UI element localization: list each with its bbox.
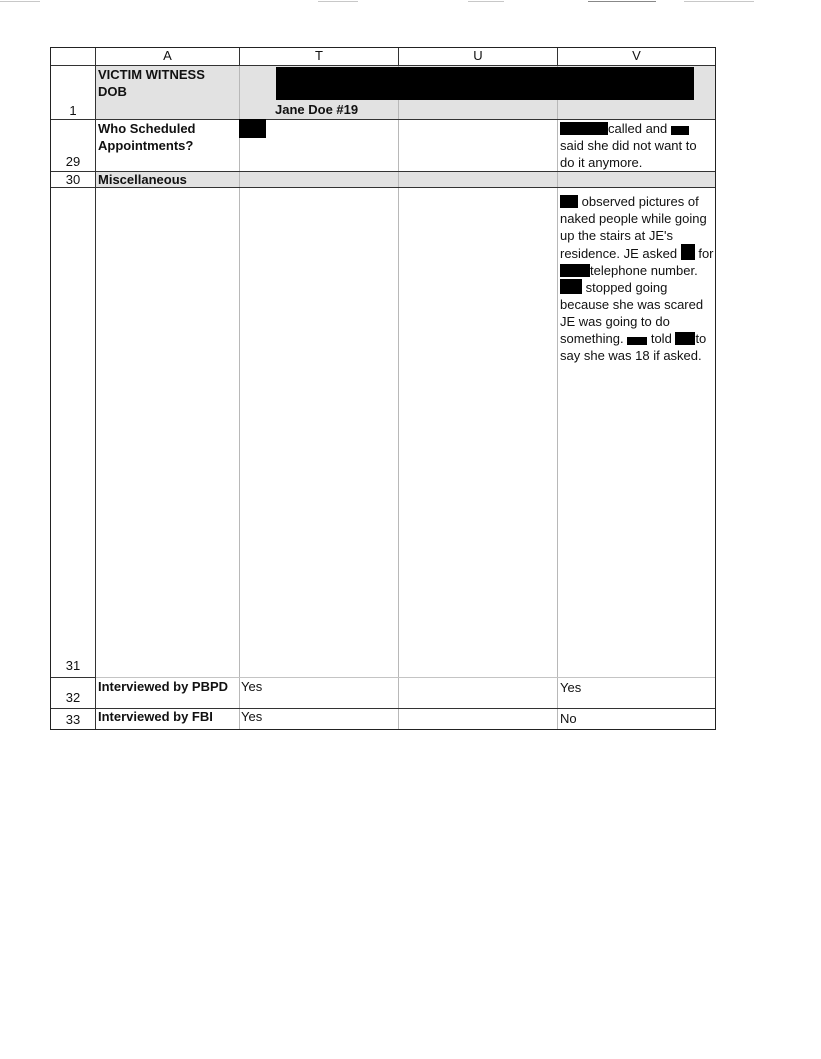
redaction-block xyxy=(681,244,695,260)
jane-doe-name: Jane Doe #19 xyxy=(275,102,359,117)
redaction-block xyxy=(671,126,689,135)
miscellaneous-label: Miscellaneous xyxy=(98,172,187,187)
interviewed-fbi-label: Interviewed by FBI xyxy=(98,709,213,724)
col-divider xyxy=(239,65,240,729)
spreadsheet xyxy=(50,47,716,730)
column-header-t[interactable]: T xyxy=(315,48,323,63)
col-divider xyxy=(557,65,558,729)
row-number[interactable]: 32 xyxy=(65,690,81,705)
column-header-v[interactable]: V xyxy=(632,48,641,63)
miscellaneous-value: observed pictures of naked people while going up the stairs at JE's residence. JE asked fortelephone number. stopped going because she was scared JE was going to do something. told to say she was 18 if asked. xyxy=(560,194,714,363)
row-number[interactable]: 1 xyxy=(69,103,77,118)
col-divider xyxy=(95,48,96,729)
row-divider xyxy=(51,677,96,678)
who-scheduled-label: Who Scheduled Appointments? xyxy=(98,121,196,153)
interviewed-pbpd-label: Interviewed by PBPD xyxy=(98,679,229,694)
column-header-a[interactable]: A xyxy=(163,48,172,63)
redaction-block xyxy=(560,264,590,277)
row-number[interactable]: 31 xyxy=(65,658,81,673)
column-header-u[interactable]: U xyxy=(473,48,483,63)
col-divider xyxy=(557,48,558,65)
who-scheduled-value: called and said she did not want to do it anymore. xyxy=(560,121,697,170)
redaction-block xyxy=(239,119,266,138)
col-divider xyxy=(398,48,399,65)
interviewed-pbpd-t: Yes xyxy=(241,679,263,694)
col-divider xyxy=(239,48,240,65)
row-number[interactable]: 29 xyxy=(65,154,81,169)
redaction-block xyxy=(276,67,694,100)
row-number[interactable]: 30 xyxy=(65,172,81,187)
col-divider xyxy=(398,65,399,729)
victim-witness-label: VICTIM WITNESS DOB xyxy=(98,67,205,99)
redaction-block xyxy=(560,195,578,208)
redaction-block xyxy=(675,332,695,345)
interviewed-fbi-t: Yes xyxy=(241,709,263,724)
redaction-block xyxy=(627,337,647,345)
interviewed-fbi-v: No xyxy=(560,711,577,726)
redaction-block xyxy=(560,279,582,294)
redaction-block xyxy=(560,122,608,135)
scan-top-marks xyxy=(0,0,821,4)
interviewed-pbpd-v: Yes xyxy=(560,680,582,695)
row-number[interactable]: 33 xyxy=(65,712,81,727)
